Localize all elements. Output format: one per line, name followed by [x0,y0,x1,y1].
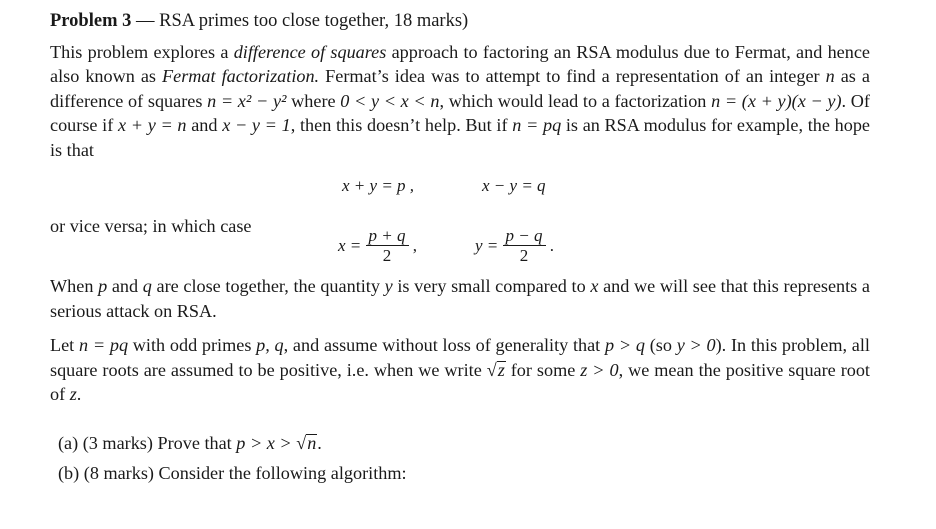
sqrt-n: n [307,433,317,454]
fraction-p-plus-q: $\frac{p + q}{2}$ [366,226,409,265]
equation-x-formula: x = $\frac{p + q}{2}$ , [338,226,418,266]
part-a-math: p > x > [236,433,292,454]
part-b-marks: (8 marks) [83,463,154,484]
close-primes-paragraph: When p and q are close together, the quantity y is very small compared to x and we will see that this represents a serious attack on RSA. [50,276,870,321]
problem-title: RSA primes too close together, 18 marks) [159,11,469,31]
fraction-p-minus-q: $\frac{p - q}{2}$ [503,226,546,265]
problem-label: Problem 3 [50,11,132,31]
sqrt-icon: √ [486,359,497,380]
part-a-text: Prove that [157,433,237,454]
part-b-label: (b) [58,463,80,484]
part-b-text: Consider the following algorithm: [158,463,407,484]
equation-x-plus-y: x + y = p , [342,176,415,196]
part-b [50,458,870,488]
sqrt-icon: √ [296,433,307,454]
assumptions-paragraph: Let n = pq with odd primes p, q, and assume without loss of generality that p > q (so y > 0). In this problem, all square roots are assumed to be positive, i.e. when we write √z for some z > 0, we mean the positive square root of z. [50,335,870,405]
sqrt-z: z [497,359,505,380]
vice-versa-text: or vice versa; in which case [50,216,252,237]
problem-heading [50,8,870,34]
equation-x-minus-y: x − y = q [482,176,546,196]
part-a-marks: (3 marks) [82,433,153,454]
part-a: (a) (3 marks) Prove that p > x > √n. [58,433,322,454]
heading-dash: — [131,11,160,31]
part-a-label: (a) [58,433,79,454]
equation-sum-difference [50,176,870,200]
problem-page [50,8,870,488]
equation-y-formula: y = $\frac{p - q}{2}$ . [475,226,555,266]
intro-paragraph: This problem explores a difference of squares approach to factoring an RSA modulus due to Fermat, and hence also known as Fermat factorization. Fermat’s idea was to attempt to find a representation of an integer n as a difference of squares n = x² − y² where 0 < y < x < n, which would lead to a factorization n = (x + y)(x − y). Of course if x + y = n and x − y = 1, then this doesn’t help. But if n = pq is an RSA modulus for example, the hope is that [50,42,870,160]
equation-x-y-formulas [50,226,870,270]
problem-parts [50,428,870,488]
